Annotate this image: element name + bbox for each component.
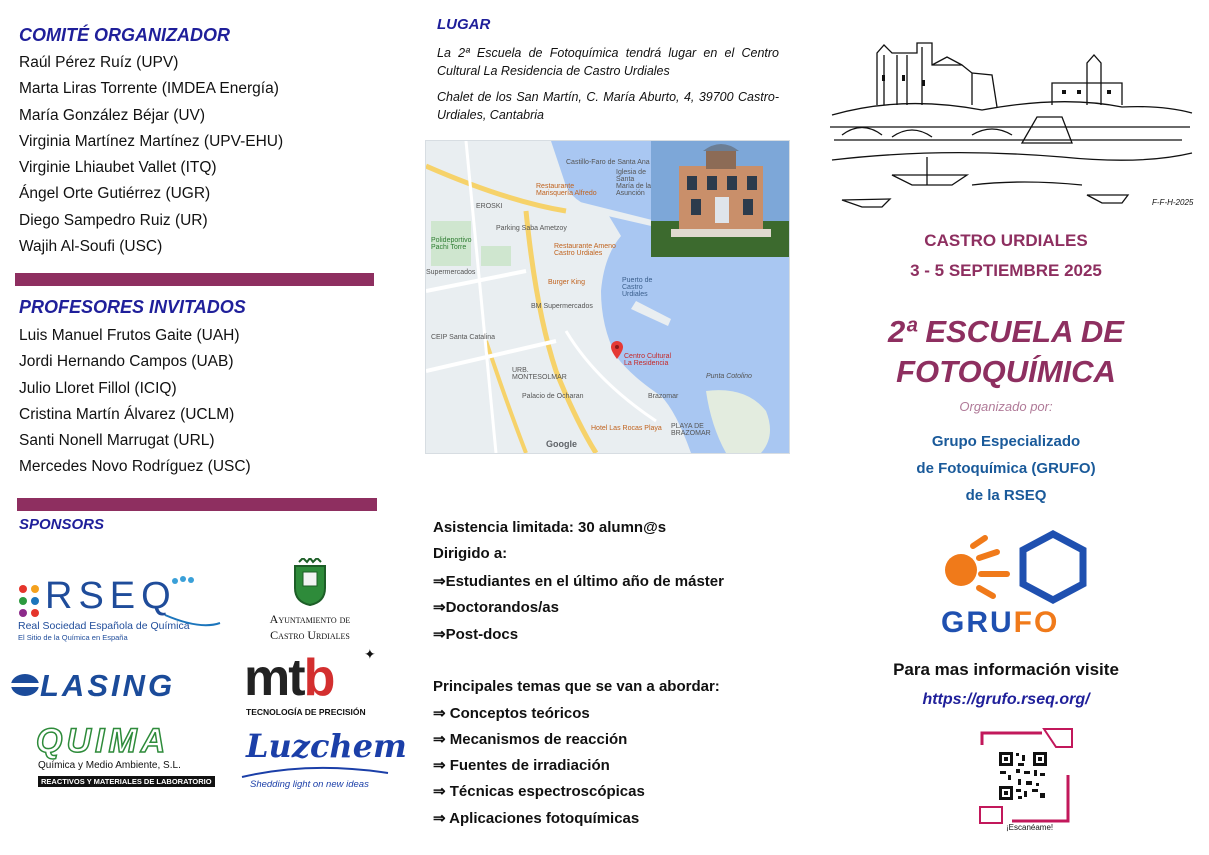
profesores-title: PROFESORES INVITADOS <box>19 297 246 317</box>
mtb-tagline: TECNOLOGÍA DE PRECISIÓN <box>246 707 366 717</box>
org-line-2: de Fotoquímica (GRUFO) <box>916 460 1096 477</box>
divider-bar <box>17 498 377 511</box>
grufo-emblem-icon <box>935 528 1095 608</box>
event-dates: 3 - 5 SEPTIEMBRE 2025 <box>910 261 1102 280</box>
map-label: Hotel Las Rocas Playa <box>591 425 662 432</box>
residencia-photo <box>651 141 789 257</box>
tema-item: ⇒ Aplicaciones fotoquímicas <box>433 810 640 827</box>
map-label: BM Supermercados <box>531 303 593 310</box>
map-label: Castillo-Faro de Santa Ana <box>566 159 650 166</box>
audiencia-item: ⇒Doctorandos/as <box>433 599 559 616</box>
tema-item: ⇒ Fuentes de irradiación <box>433 757 610 774</box>
audiencia-item: ⇒Estudiantes en el último año de máster <box>433 573 724 590</box>
map-label: Puerto de Castro Urdiales <box>622 277 653 298</box>
mtb-wordmark <box>244 650 333 706</box>
map-label: PLAYA DE BRAZOMAR <box>671 423 711 437</box>
map-label: CEIP Santa Catalina <box>431 334 496 341</box>
rseq-name: Real Sociedad Española de Química <box>18 620 190 632</box>
qr-code-frame[interactable] <box>972 725 1080 837</box>
org-line-1: Grupo Especializado <box>931 433 1081 450</box>
organized-by: Organizado por: <box>959 399 1053 414</box>
quima-name: Química y Medio Ambiente, S.L. <box>38 760 181 771</box>
profesor-item: Julio Lloret Fillol (ICIQ) <box>19 379 177 397</box>
map-label: Palacio de Ocharan <box>522 393 584 400</box>
castro-sketch-drawing <box>822 35 1197 217</box>
luzchem-wordmark: Luzchem <box>246 727 407 765</box>
profesor-item: Cristina Martín Álvarez (UCLM) <box>19 405 235 423</box>
quima-wordmark: QUIMA <box>36 722 170 760</box>
rseq-wordmark: RSEQ <box>45 575 177 617</box>
luzchem-logo <box>240 727 407 797</box>
ayuntamiento-logo <box>250 558 370 646</box>
comite-member: Marta Liras Torrente (IMDEA Energía) <box>19 80 279 98</box>
map-google-logo: Google <box>546 439 577 449</box>
map-label: Iglesia de Santa María de la Asunción <box>616 169 652 197</box>
comite-member: Wajih Al-Soufi (USC) <box>19 238 163 256</box>
more-info-text: Para mas información visite <box>893 660 1119 679</box>
comite-member: Virginia Martínez Martínez (UPV-EHU) <box>19 132 284 150</box>
temas-title: Principales temas que se van a abordar: <box>433 678 720 695</box>
mtb-sparkle-icon: ✦ <box>364 646 376 662</box>
mtb-logo <box>244 646 379 720</box>
tema-item: ⇒ Mecanismos de reacción <box>433 731 628 748</box>
lasing-logo <box>10 668 218 702</box>
ayuntamiento-line2: Castro Urdiales <box>270 628 350 642</box>
coat-of-arms-icon <box>291 558 329 606</box>
dirigido-text: Dirigido a: <box>433 545 508 562</box>
event-title-line1: 2ª ESCUELA DE <box>888 314 1124 349</box>
quima-tagline: REACTIVOS Y MATERIALES DE LABORATORIO <box>38 776 215 787</box>
sponsors-title: SPONSORS <box>19 516 105 533</box>
comite-member: María González Béjar (UV) <box>19 106 206 124</box>
quima-logo <box>36 722 212 792</box>
map-label: Supermercados <box>426 269 476 276</box>
map-label: URB. MONTESOLMAR <box>512 367 567 381</box>
castro-sketch <box>822 35 1197 217</box>
comite-title: COMITÉ ORGANIZADOR <box>19 25 230 45</box>
location-map[interactable] <box>425 140 790 454</box>
mtb-letters: mtb <box>244 649 334 707</box>
sketch-signature: F-F-H-2025 <box>1152 198 1194 207</box>
building-photo-drawing <box>651 141 789 257</box>
tema-item: ⇒ Conceptos teóricos <box>433 705 590 722</box>
profesor-item: Luis Manuel Frutos Gaite (UAH) <box>19 327 240 344</box>
map-label: Centro Cultural La Residencia <box>624 353 672 367</box>
profesor-item: Santi Nonell Marrugat (URL) <box>19 432 215 450</box>
rseq-tagline: El Sitio de la Química en España <box>18 633 128 642</box>
grufo-url-link[interactable]: https://grufo.rseq.org/ <box>922 691 1090 708</box>
ayuntamiento-line1: Ayuntamiento de <box>269 612 351 626</box>
divider-bar <box>15 273 374 286</box>
map-label: Parking Saba Ametzoy <box>496 225 567 232</box>
profesores-list <box>19 323 251 481</box>
lugar-paragraph-2: Chalet de los San Martín, C. María Aburto, 4, 39700 Castro-Urdiales, Cantabria <box>437 90 779 122</box>
map-label: Burger King <box>548 279 585 286</box>
comite-member: Ángel Orte Gutiérrez (UGR) <box>19 185 211 203</box>
lasing-mark-icon <box>10 672 40 698</box>
grufo-logo <box>935 528 1095 643</box>
map-label: EROSKI <box>476 203 503 210</box>
map-label: Brazomar <box>648 393 679 400</box>
comite-list <box>19 50 283 260</box>
map-label: Punta Cotolino <box>706 373 752 380</box>
map-label: Restaurante Marisquería Alfredo <box>536 183 597 197</box>
qr-code-icon <box>998 751 1048 801</box>
grufo-wordmark-text: GRUFO <box>941 606 1060 639</box>
audiencia-item: ⇒Post-docs <box>433 626 519 643</box>
qr-caption: ¡Escanéame! <box>1006 823 1054 832</box>
comite-member: Virginie Lhiaubet Vallet (ITQ) <box>19 159 217 177</box>
comite-member: Raúl Pérez Ruíz (UPV) <box>19 54 179 71</box>
lugar-paragraph-1: La 2ª Escuela de Fotoquímica tendrá lugar en el Centro Cultural La Residencia de Castro Urdiales <box>437 46 779 78</box>
comite-member: Diego Sampedro Ruiz (UR) <box>19 211 208 229</box>
map-label: Restaurante Ameno Castro Urdiales <box>554 243 616 257</box>
luzchem-tagline: Shedding light on new ideas <box>250 779 369 790</box>
profesor-item: Jordi Hernando Campos (UAB) <box>19 353 234 371</box>
grufo-wordmark <box>941 606 1059 640</box>
event-title-line2: FOTOQUÍMICA <box>896 354 1116 389</box>
lasing-wordmark: LASING <box>40 668 176 703</box>
org-line-3: de la RSEQ <box>965 487 1047 504</box>
map-label: Polideportivo Pachi Torre <box>431 237 472 251</box>
event-city: CASTRO URDIALES <box>924 231 1088 250</box>
asistencia-text: Asistencia limitada: 30 alumn@s <box>433 519 667 536</box>
rseq-logo <box>15 575 225 645</box>
profesor-item: Mercedes Novo Rodríguez (USC) <box>19 458 251 476</box>
lugar-title: LUGAR <box>437 16 491 33</box>
tema-item: ⇒ Técnicas espectroscópicas <box>433 783 645 800</box>
